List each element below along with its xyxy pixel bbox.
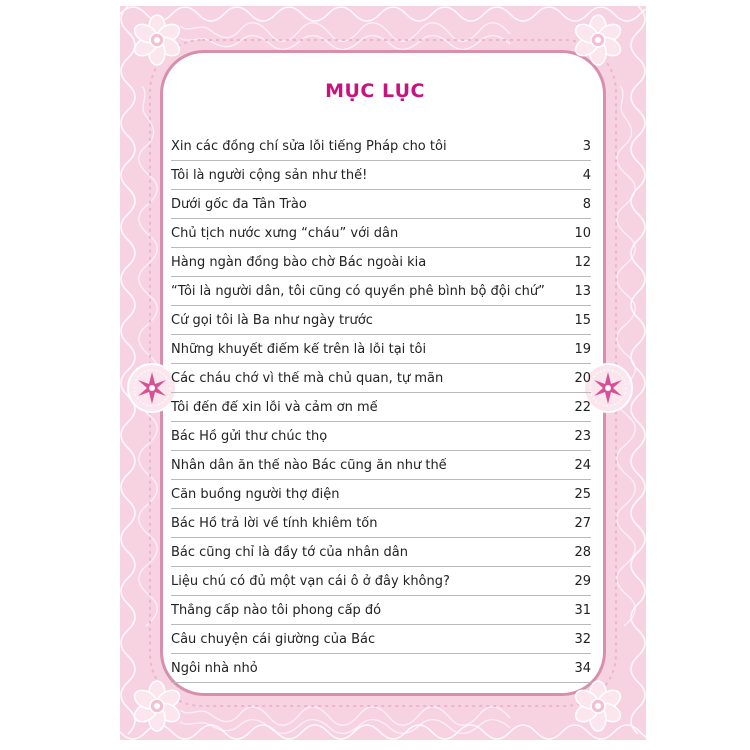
toc-entry: [171, 422, 591, 451]
toc-entry-title: Bác Hồ gửi thư chúc thọ: [171, 428, 328, 444]
toc-entry-title: Những khuyết điểm kể trên là lỗi tại tôi: [171, 341, 427, 357]
toc-entry-page: 12: [574, 254, 591, 270]
toc-entry-title: Bác Hồ trả lời về tính khiêm tốn: [171, 515, 378, 531]
toc-entry: [171, 451, 591, 480]
toc-entry-page: 20: [574, 370, 591, 386]
toc-entry-title: Các cháu chớ vì thế mà chủ quan, tự mãn: [171, 370, 444, 386]
toc-entry-title: Nhân dân ăn thế nào Bác cũng ăn như thế: [171, 457, 447, 473]
toc-entry-page: 10: [574, 225, 591, 241]
toc-entry: [171, 509, 591, 538]
toc-entry: [171, 364, 591, 393]
toc-entry: [171, 596, 591, 625]
toc-entry-page: 13: [574, 283, 591, 299]
toc-entry-title: Chủ tịch nước xưng “cháu” với dân: [171, 225, 399, 241]
page-title: MỤC LỤC: [325, 80, 425, 102]
toc-entry: [171, 277, 591, 306]
toc-entry-title: Xin các đồng chí sửa lỗi tiếng Pháp cho tôi: [171, 138, 447, 154]
toc-entry-title: Ngôi nhà nhỏ: [171, 660, 258, 676]
toc-entry-title: Câu chuyện cái giường của Bác: [171, 631, 376, 647]
toc-entry: [171, 190, 591, 219]
toc-entry-page: 29: [574, 573, 591, 589]
flower-icon: [131, 680, 183, 732]
toc-entry-page: 23: [574, 428, 591, 444]
toc-entry-page: 22: [574, 399, 591, 415]
toc-entry-page: 27: [574, 515, 591, 531]
toc-entry: [171, 654, 591, 683]
toc-entry-page: 25: [574, 486, 591, 502]
toc-entry-title: Thắng cấp nào tôi phong cấp đó: [171, 602, 382, 618]
toc-entry: [171, 161, 591, 190]
toc-entry: [171, 538, 591, 567]
toc-entry-title: Tôi là người cộng sản như thế!: [171, 167, 368, 183]
flower-icon: [572, 14, 624, 66]
table-of-contents: [171, 132, 591, 683]
flower-icon: [572, 680, 624, 732]
toc-entry-page: 34: [574, 660, 591, 676]
toc-entry: [171, 393, 591, 422]
toc-entry: [171, 219, 591, 248]
toc-entry-title: Bác cũng chỉ là đầy tớ của nhân dân: [171, 544, 409, 560]
toc-entry: [171, 625, 591, 654]
toc-entry-page: 3: [582, 138, 591, 154]
toc-entry: [171, 567, 591, 596]
toc-entry: [171, 335, 591, 364]
toc-entry-title: Tôi đến để xin lỗi và cảm ơn mế: [171, 399, 378, 415]
toc-entry-page: 28: [574, 544, 591, 560]
toc-entry: [171, 248, 591, 277]
toc-entry-title: Căn buồng người thợ điện: [171, 486, 340, 502]
toc-entry-title: Cứ gọi tôi là Ba như ngày trước: [171, 312, 373, 328]
toc-entry-title: “Tôi là người dân, tôi cũng có quyền phê bình bộ đội chứ”: [171, 283, 545, 299]
toc-entry: [171, 306, 591, 335]
toc-entry-page: 24: [574, 457, 591, 473]
toc-entry-page: 15: [574, 312, 591, 328]
toc-entry: [171, 480, 591, 509]
toc-entry-page: 32: [574, 631, 591, 647]
toc-entry: [171, 132, 591, 161]
toc-entry-page: 4: [582, 167, 591, 183]
toc-entry-page: 8: [582, 196, 591, 212]
toc-entry-page: 31: [574, 602, 591, 618]
toc-entry-title: Liệu chú có đủ một vạn cái ô ở đây không?: [171, 573, 450, 589]
toc-entry-title: Dưới gốc đa Tân Trào: [171, 196, 307, 212]
flower-icon: [131, 14, 183, 66]
toc-entry-title: Hàng ngàn đồng bào chờ Bác ngoài kia: [171, 254, 427, 270]
toc-entry-page: 19: [574, 341, 591, 357]
